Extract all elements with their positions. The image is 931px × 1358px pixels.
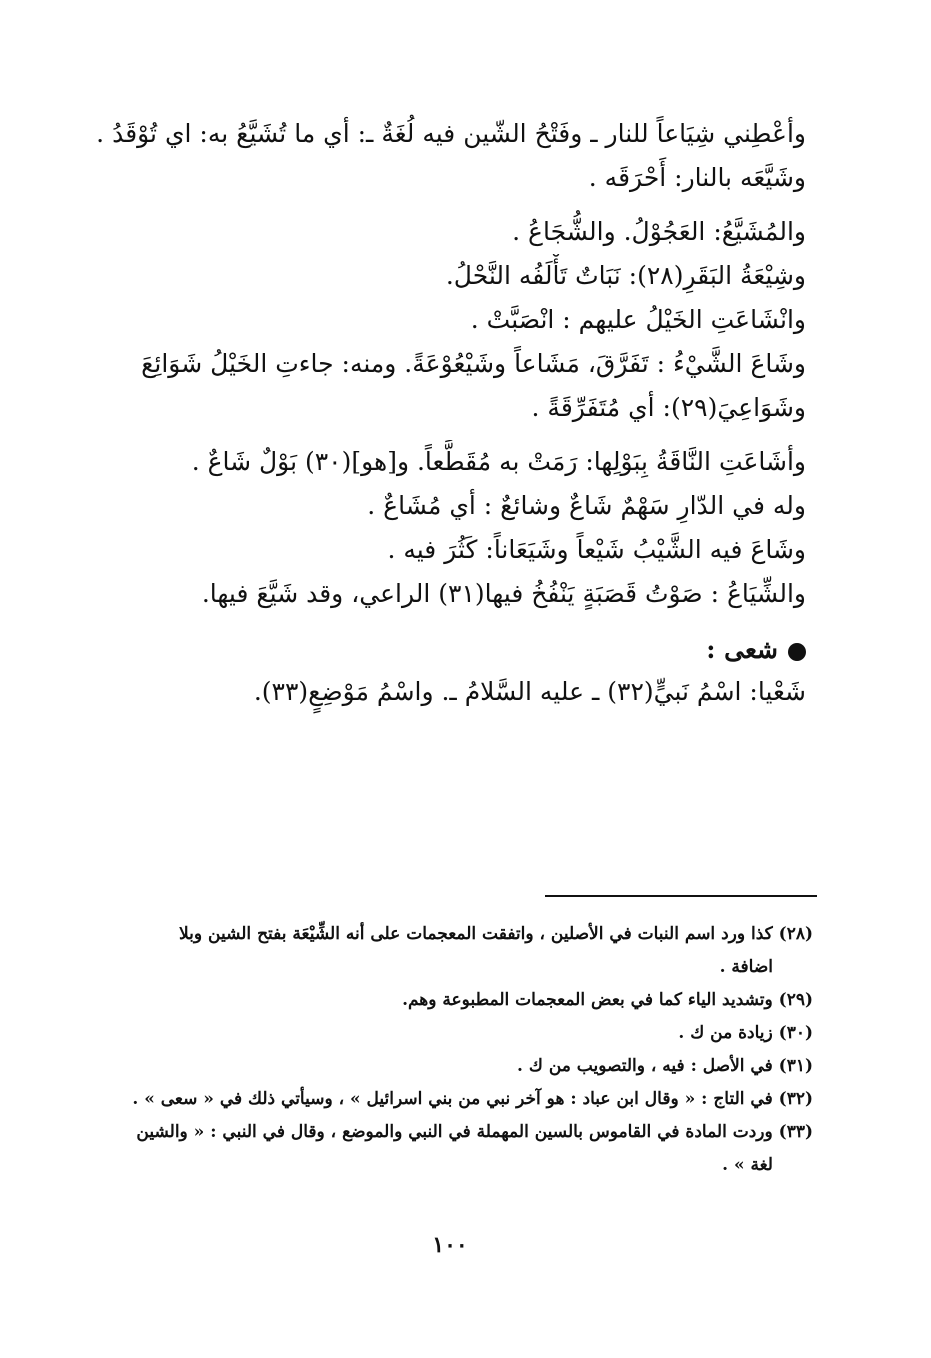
footnote-line: (٢٩) وتشديد الياء كما في بعض المعجمات المطبوعة وهم. bbox=[402, 990, 813, 1010]
footnote-line: (٣١) في الأصل : فيه ، والتصويب من ك . bbox=[517, 1056, 813, 1076]
text-line: وشَاعَ الشَّيْءُ : تَفَرَّقَ، مَشَاعاً وشَيْعُوْعَةً. ومنه: جاءتِ الخَيْلُ شَوَائِعَ bbox=[141, 349, 806, 378]
text-line: والمُشَيَّعُ: العَجُوْلُ. والشُّجَاعُ . bbox=[512, 217, 806, 246]
entry-heading bbox=[80, 630, 806, 670]
footnote-line: اضافة . bbox=[719, 957, 773, 977]
footnote-line: (٣٠) زيادة من ك . bbox=[678, 1023, 813, 1043]
footnote-divider bbox=[545, 895, 817, 897]
page-number: ١٠٠ bbox=[432, 1232, 468, 1258]
text-line: وانْشَاعَتِ الخَيْلُ عليهم : انْصَبَّتْ . bbox=[470, 305, 806, 334]
bullet-icon bbox=[788, 643, 806, 661]
footnote-line: (٢٨) كذا ورد اسم النبات في الأصلين ، واتفقت المعجمات على أنه الشِّيْعَة بفتح الشين وبلا bbox=[179, 924, 813, 944]
text-line: وله في الدّارِ سَهْمٌ شَاعٌ وشائعٌ : أي مُشَاعٌ . bbox=[367, 491, 806, 520]
text-line: شَعْيا: اسْمُ نَبيٍّ(٣٢) ـ عليه السَّلامُ ـ. واسْمُ مَوْضِعٍ(٣٣). bbox=[253, 677, 806, 706]
text-line: وأعْطِني شِيَاعاً للنار ـ وفَتْحُ الشّين فيه لُغَةٌ ـ: أي ما تُشَيَّعُ به: اي تُوْقَدُ . bbox=[96, 119, 806, 148]
main-text bbox=[80, 112, 806, 714]
text-line: وشَيَّعَه بالنار: أَحْرَقَه . bbox=[588, 163, 806, 192]
text-line: والشِّيَاعُ : صَوْتُ قَصَبَةٍ يَنْفُخُ فيها(٣١) الراعي، وقد شَيَّعَ فيها. bbox=[201, 579, 806, 608]
text-line: وشِيْعَةُ البَقَرِ(٢٨): نَبَاتٌ تَأْلَفُه النَّحْلُ. bbox=[445, 261, 806, 290]
footnote-line: (٣٣) وردت المادة في القاموس بالسين المهملة في النبي والموضع ، وقال في النبي : « والشين bbox=[136, 1122, 813, 1142]
text-line: وشَوَاعِيَ(٢٩): أي مُتَفَرِّقَةً . bbox=[531, 393, 806, 422]
text-line: وشَاعَ فيه الشَّيْبُ شَيْعاً وشَيَعَاناً: كَثُرَ فيه . bbox=[387, 535, 806, 564]
footnote-line: لغة » . bbox=[722, 1155, 773, 1175]
footnote-line: (٣٢) في التاج : « وقال ابن عباد : هو آخر نبي من بني اسرائيل » ، وسيأتي ذلك في « سعى » . bbox=[132, 1089, 813, 1109]
entry-heading-label: شعى : bbox=[706, 635, 778, 664]
footnotes bbox=[80, 918, 813, 1182]
text-line: وأشَاعَتِ النَّاقَةُ بِبَوْلِها: رَمَتْ به مُقَطَّعاً. و[هو](٣٠) بَوْلٌ شَاعٌ . bbox=[191, 447, 806, 476]
